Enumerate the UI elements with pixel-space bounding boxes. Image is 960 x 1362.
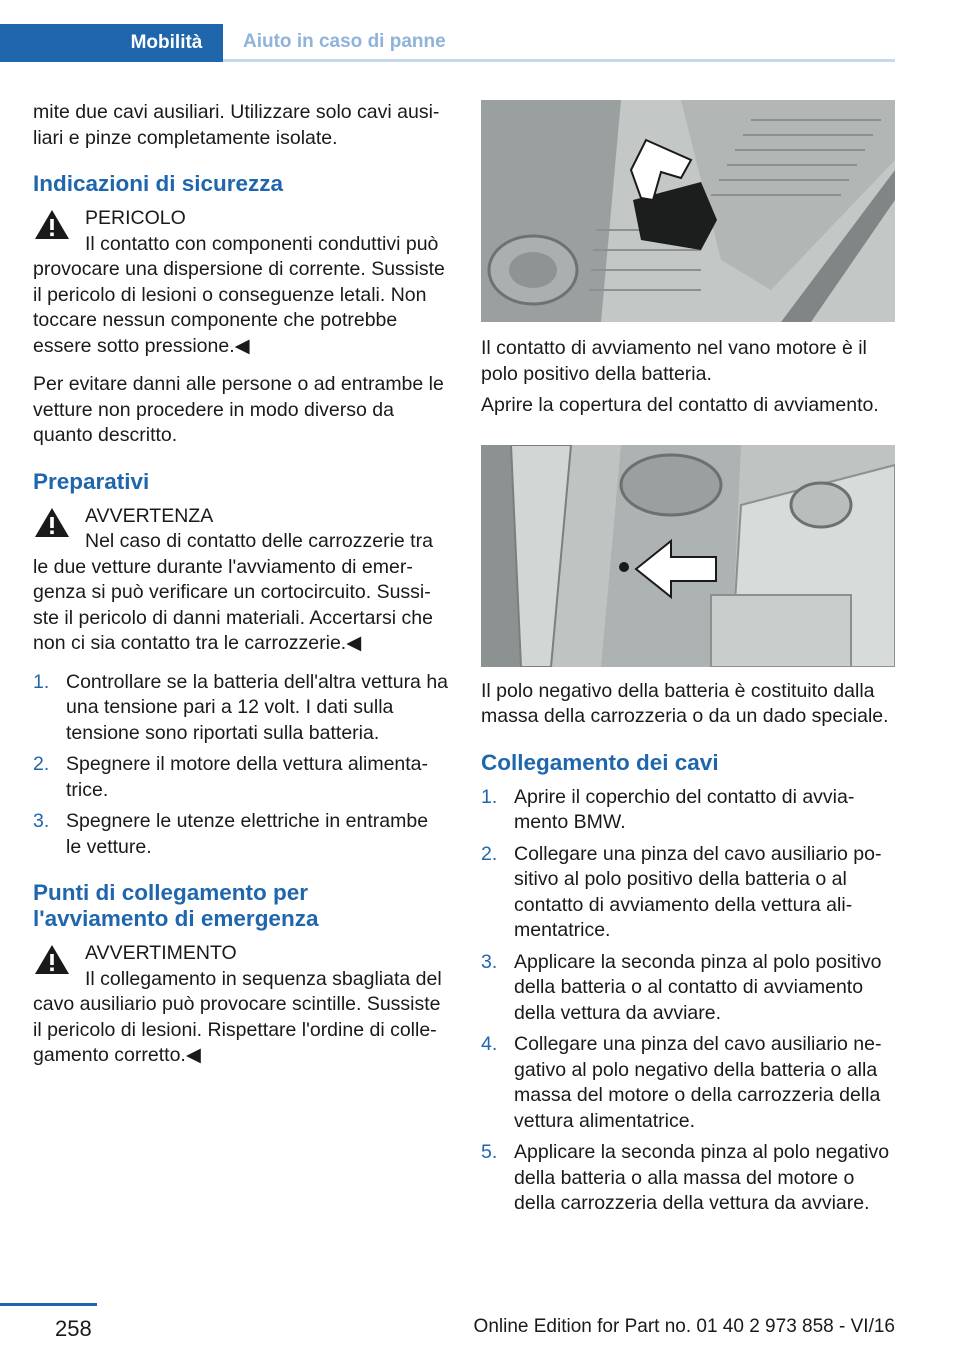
list-item	[33, 670, 448, 747]
engine-bay-starting-terminal-image	[481, 100, 895, 322]
step-number: 4.	[481, 1033, 498, 1055]
step-text: Spegnere le utenze elettriche in entrambe le vetture.	[66, 810, 429, 858]
page-header	[0, 24, 895, 62]
warning-danger	[33, 206, 448, 359]
step-number: 1.	[33, 670, 50, 693]
intro-paragraph: mite due cavi ausiliari. Utilizzare solo cavi ausiliari e pinze completamente isolate.	[33, 101, 440, 149]
list-item	[481, 1032, 895, 1134]
image-caption-open-cover: Aprire la copertura del contatto di avviamento.	[481, 394, 879, 416]
warning-text: Il collegamento in sequenza sbagliata del cavo ausiliario può provocare scintille. Sussiste il pericolo di lesioni. Rispettare l'ordine di collegamento corretto.◀	[33, 967, 442, 1066]
preparation-steps	[33, 670, 448, 861]
warning-text: Nel caso di contatto delle carrozzerie tra le due vetture durante l'avviamento di emergenza si può verificare un cortocircuito. Sussiste il pericolo di danni materiali. Accertarsi che non ci sia contatto tra le carrozzerie.◀	[33, 530, 433, 654]
warning-title: PERICOLO	[85, 207, 186, 229]
step-number: 3.	[33, 810, 50, 832]
list-item	[33, 809, 448, 860]
page-number: 258	[55, 1316, 92, 1341]
right-column	[481, 100, 895, 1230]
left-column	[33, 100, 448, 1082]
step-text: Spegnere il motore della vettura alimentatrice.	[66, 753, 429, 801]
warning-title: AVVERTIMENTO	[85, 942, 237, 964]
step-text: Collegare una pinza del cavo ausiliario positivo al polo positivo della batteria o al contatto di avviamento della vettura alimentatrice.	[514, 842, 882, 941]
engine-bay-negative-terminal-image	[481, 445, 895, 667]
step-number: 1.	[481, 785, 498, 808]
warning-triangle-icon	[33, 506, 71, 540]
footer-rule	[0, 1303, 97, 1306]
section-heading-safety: Indicazioni di sicurezza	[33, 171, 284, 196]
step-text: Applicare la seconda pinza al polo negativo della batteria o alla massa del motore o della carrozzeria della vettura da avviare.	[514, 1141, 890, 1214]
warning-caution	[33, 504, 448, 657]
warning-title: AVVERTENZA	[85, 504, 214, 527]
warning-text: Il contatto con componenti conduttivi può provocare una dispersione di corrente. Sussiste il pericolo di lesioni o conseguenze letali. Non toccare nessun componente che potrebbe essere sotto pressione.◀	[33, 232, 445, 357]
step-number: 2.	[33, 753, 50, 775]
image-caption-positive: Il contatto di avviamento nel vano motore è il polo positivo della batteria.	[481, 337, 867, 385]
image-caption-negative: Il polo negativo della batteria è costituito dalla massa della carrozzeria o da un dado speciale.	[481, 679, 889, 727]
step-text: Collegare una pinza del cavo ausiliario negativo al polo negativo della batteria o alla massa del motore o della carrozzeria della vettura alimentatrice.	[514, 1033, 882, 1132]
section-heading-connecting-cables: Collegamento dei cavi	[481, 749, 719, 775]
connection-steps	[481, 785, 895, 1217]
step-text: Aprire il coperchio del contatto di avviamento BMW.	[514, 785, 855, 833]
warning-notice	[33, 941, 448, 1069]
section-tab: Aiuto in caso di panne	[223, 24, 895, 62]
chapter-tab: Mobilità	[0, 24, 223, 62]
section-heading-connection-points: Punti di collegamento per l'avviamento di emergenza	[33, 880, 319, 931]
step-number: 5.	[481, 1141, 498, 1163]
section-heading-preparation: Preparativi	[33, 468, 150, 494]
step-text: Controllare se la batteria dell'altra vettura ha una tensione pari a 12 volt. I dati sulla tensione sono riportati sulla batteria.	[66, 670, 449, 744]
step-number: 2.	[481, 842, 498, 865]
list-item	[481, 950, 895, 1027]
list-item	[481, 1140, 895, 1217]
list-item	[481, 785, 895, 836]
safety-paragraph: Per evitare danni alle persone o ad entrambe le vetture non procedere in modo diverso da quanto descritto.	[33, 373, 444, 446]
warning-triangle-icon	[33, 943, 71, 977]
warning-triangle-icon	[33, 208, 71, 242]
edition-footer: Online Edition for Part no. 01 40 2 973 858 - VI/16	[473, 1316, 895, 1337]
list-item	[481, 842, 895, 944]
step-number: 3.	[481, 950, 498, 973]
step-text: Applicare la seconda pinza al polo positivo della batteria o al contatto di avviamento della vettura da avviare.	[514, 950, 882, 1024]
list-item	[33, 752, 448, 803]
